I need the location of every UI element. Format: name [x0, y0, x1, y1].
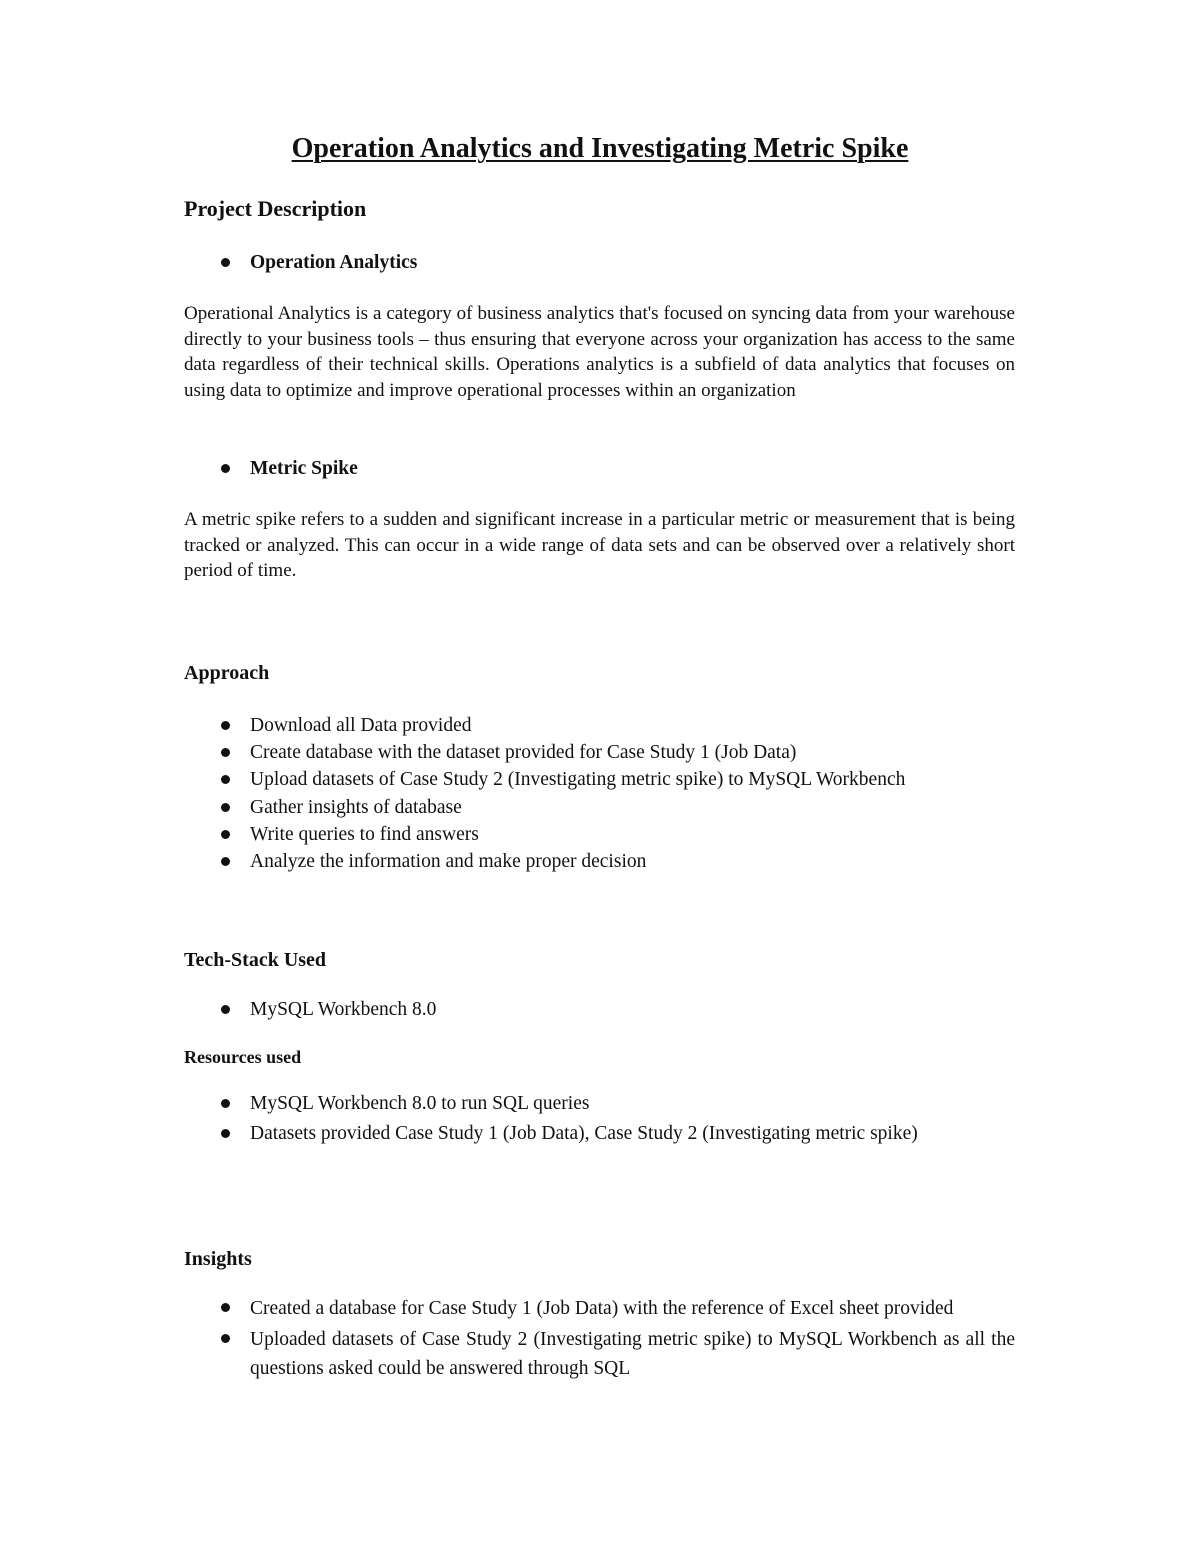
metric-spike-paragraph: A metric spike refers to a sudden and significant increase in a particular metric or measurement that is being tracked or analyzed. This can occur in a wide range of data sets and can be observed over a relatively short period of time. — [184, 509, 1015, 581]
bullet-icon — [221, 1303, 230, 1312]
tech-stack-item: MySQL Workbench 8.0 — [250, 999, 437, 1020]
list-item — [184, 1090, 1015, 1117]
bullet-icon — [221, 803, 230, 812]
metric-spike-label: Metric Spike — [250, 458, 358, 479]
approach-item: Create database with the dataset provided for Case Study 1 (Job Data) — [250, 742, 797, 764]
bullet-icon — [221, 1005, 230, 1014]
bullet-icon — [221, 857, 230, 866]
approach-item: Upload datasets of Case Study 2 (Investigating metric spike) to MySQL Workbench — [250, 769, 906, 791]
list-item — [184, 1120, 1015, 1147]
tech-stack-heading: Tech-Stack Used — [184, 949, 327, 971]
list-item — [184, 848, 1015, 875]
bullet-icon — [221, 464, 230, 473]
list-item — [184, 794, 1015, 821]
list-item — [184, 766, 1015, 793]
operation-analytics-paragraph: Operational Analytics is a category of business analytics that's focused on syncing data from your warehouse directly to your business tools – thus ensuring that everyone across your organization has access to the same data regardless of their technical skills. Operations analytics is a subfield of data analytics that focuses on using data to optimize and improve operational processes within an organization — [184, 303, 1015, 401]
project-description-heading: Project Description — [184, 196, 367, 221]
resources-list — [184, 1090, 1015, 1147]
list-item — [184, 455, 1015, 482]
insights-list — [184, 1294, 1015, 1385]
operation-analytics-label: Operation Analytics — [250, 252, 418, 273]
document-title: Operation Analytics and Investigating Metric Spike — [291, 133, 909, 164]
insights-item: Uploaded datasets of Case Study 2 (Investigating metric spike) to MySQL Workbench as all the questions asked could be answered through SQL — [250, 1328, 1015, 1379]
insights-item: Created a database for Case Study 1 (Job Data) with the reference of Excel sheet provided — [250, 1298, 954, 1319]
approach-item: Download all Data provided — [250, 715, 472, 736]
list-item — [184, 712, 1015, 739]
approach-item: Gather insights of database — [250, 796, 462, 818]
insights-heading: Insights — [184, 1248, 252, 1270]
resources-item: Datasets provided Case Study 1 (Job Data), Case Study 2 (Investigating metric spike) — [250, 1123, 918, 1145]
bullet-icon — [221, 775, 230, 784]
list-item — [184, 821, 1015, 848]
approach-heading: Approach — [184, 662, 270, 684]
bullet-icon — [221, 258, 230, 267]
bullet-icon — [221, 748, 230, 757]
list-item — [184, 249, 1015, 276]
metric-spike-list — [184, 455, 1015, 482]
list-item — [184, 1325, 1015, 1384]
list-item — [184, 739, 1015, 766]
operation-analytics-list — [184, 249, 1015, 276]
bullet-icon — [221, 830, 230, 839]
bullet-icon — [221, 721, 230, 730]
approach-list — [184, 712, 1015, 875]
resources-item: MySQL Workbench 8.0 to run SQL queries — [250, 1093, 590, 1114]
approach-item: Write queries to find answers — [250, 823, 479, 845]
resources-heading: Resources used — [184, 1047, 302, 1067]
bullet-icon — [221, 1099, 230, 1108]
bullet-icon — [221, 1334, 230, 1343]
list-item — [184, 996, 1015, 1023]
approach-item: Analyze the information and make proper decision — [250, 851, 647, 873]
list-item — [184, 1294, 1015, 1324]
bullet-icon — [221, 1129, 230, 1138]
tech-stack-list — [184, 996, 1015, 1023]
